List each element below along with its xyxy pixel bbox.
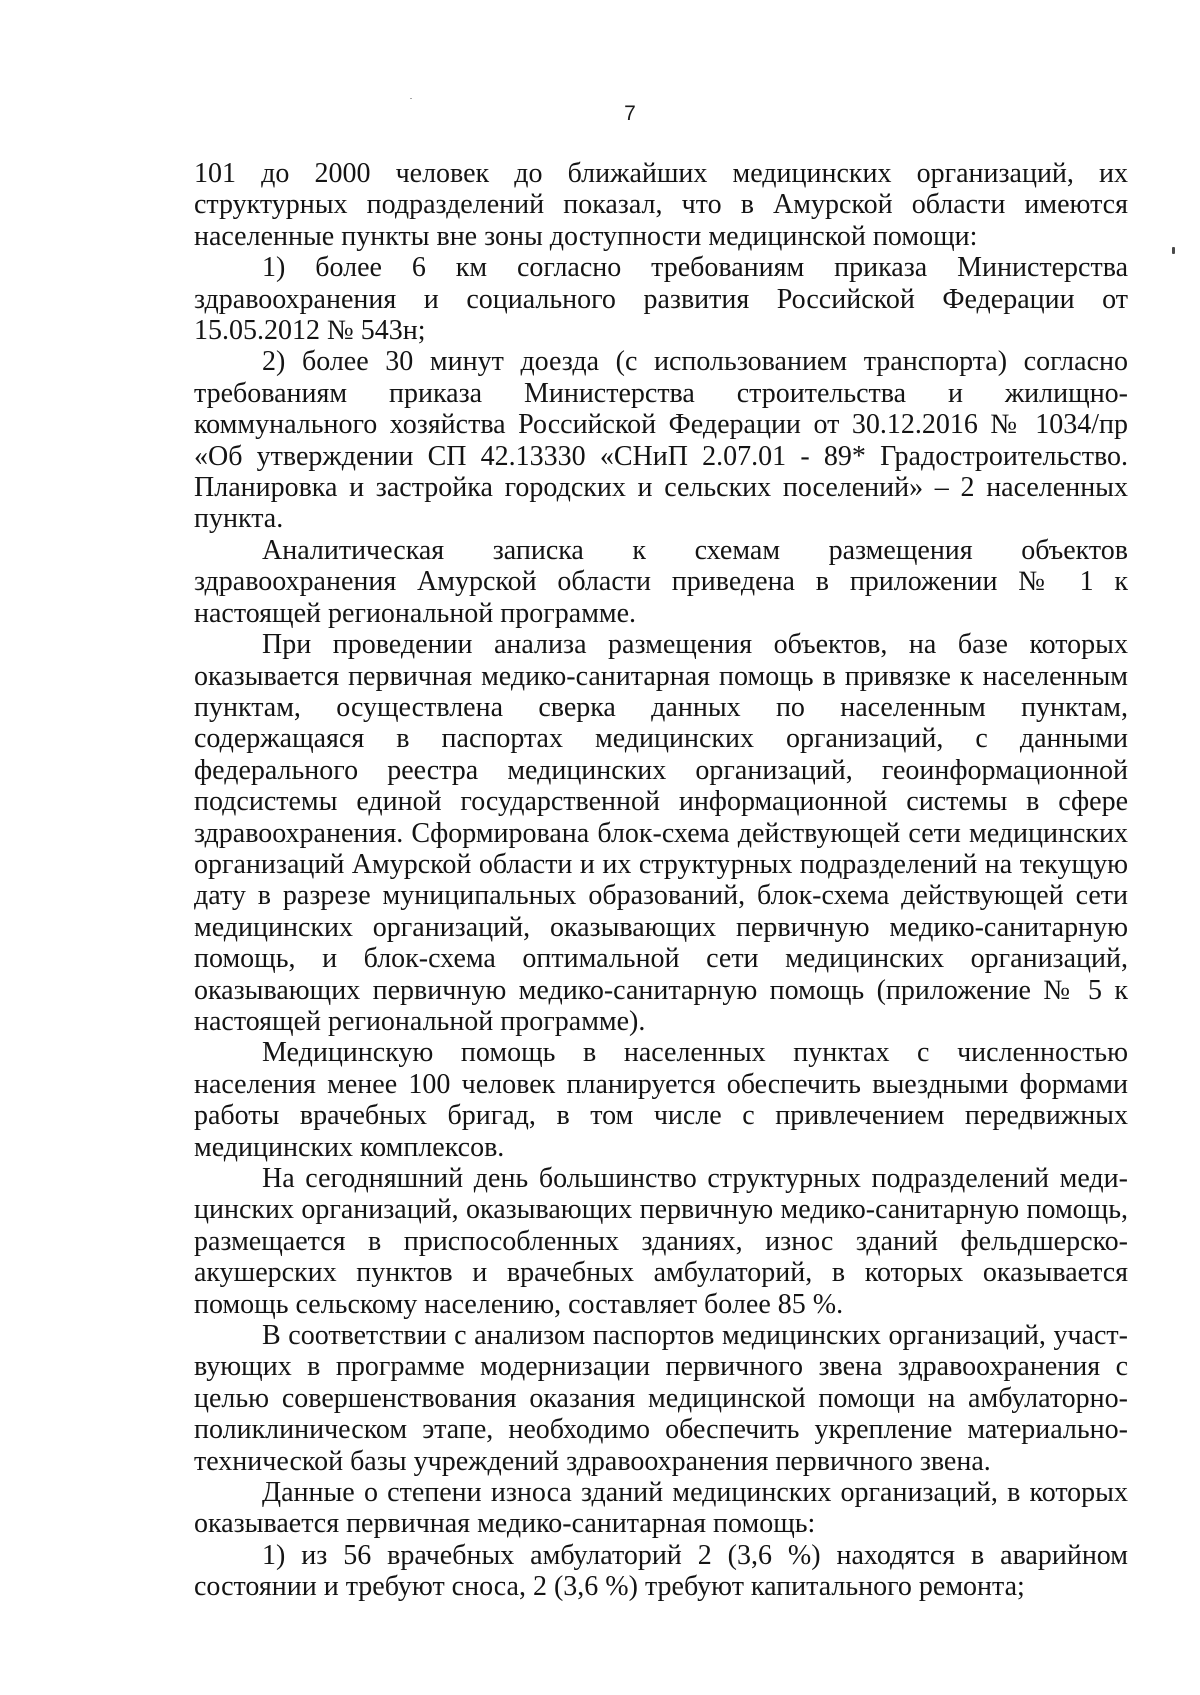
paragraph: 101 до 2000 человек до ближайших медицинских организаций, их структурных подразделений показал, что в Амурской области имеются населенные пункты вне зоны доступности медицинской помощи: xyxy=(194,158,1128,252)
list-item-paragraph: 2) более 30 минут доезда (с использованием транспорта) согласно требованиям приказа Министерства строительства и жилищно-коммунального хозяйства Российской Федерации от 30.12.2016 № 1034/пр «Об утверждении СП 42.13330 «СНиП 2.07.01 - 89* Градостроительство. Планировка и застройка городских и сельских поселений» – 2 населенных пункта. xyxy=(194,346,1128,535)
paragraph: Данные о степени износа зданий медицинских организаций, в которых оказывается первичная медико-санитарная помощь: xyxy=(194,1477,1128,1540)
scan-speck xyxy=(410,98,412,99)
paragraph: На сегодняшний день большинство структурных подразделений медицинских организаций, оказывающих первичную медико-санитарную помощь, размещается в приспособленных зданиях, износ зданий фельдшерско-акушерских пунктов и врачебных амбулаторий, в которых оказывается помощь сельскому населению, составляет более 85 %. xyxy=(194,1163,1128,1320)
document-body xyxy=(194,158,1128,1603)
list-item-paragraph: 1) более 6 км согласно требованиям приказа Министерства здравоохранения и социального развития Российской Федерации от 15.05.2012 № 543н; xyxy=(194,252,1128,347)
list-item-paragraph: 1) из 56 врачебных амбулаторий 2 (3,6 %) находятся в аварийном состоянии и требуют сноса, 2 (3,6 %) требуют капитального ремонта; xyxy=(194,1539,1128,1603)
paragraph: Аналитическая записка к схемам размещения объектов здравоохранения Амурской области приведена в приложении № 1 к настоящей региональной программе. xyxy=(194,534,1128,629)
paragraph: При проведении анализа размещения объектов, на базе которых оказывается первичная медико-санитарная помощь в привязке к населенным пунктам, осуществлена сверка данных по населенным пунктам, содержащаяся в паспортах медицинских организаций, с данными федерального реестра медицинских организаций, геоинформационной подсистемы единой государственной информационной системы в сфере здравоохранения. Сформирована блок-схема действующей сети медицинских организаций Амурской области и их структурных подразделений на текущую дату в разрезе муниципальных образований, блок-схема действующей сети медицинских организаций, оказывающих первичную медико-санитарную помощь, и блок-схема оптимальной сети медицинских организаций, оказывающих первичную медико-санитарную помощь (приложение № 5 к настоящей региональной программе). xyxy=(194,629,1128,1037)
paragraph: В соответствии с анализом паспортов медицинских организаций, участвующих в программе модернизации первичного звена здравоохранения с целью совершенствования оказания медицинской помощи на амбулаторно-поликлиническом этапе, необходимо обеспечить укрепление материально-технической базы учреждений здравоохранения первичного звена. xyxy=(194,1320,1128,1477)
paragraph: Медицинскую помощь в населенных пунктах с численностью населения менее 100 человек планируется обеспечить выездными формами работы врачебных бригад, в том числе с привлечением передвижных медицинских комплексов. xyxy=(194,1037,1128,1163)
scan-speck xyxy=(1172,247,1175,254)
page-number: 7 xyxy=(624,102,636,125)
